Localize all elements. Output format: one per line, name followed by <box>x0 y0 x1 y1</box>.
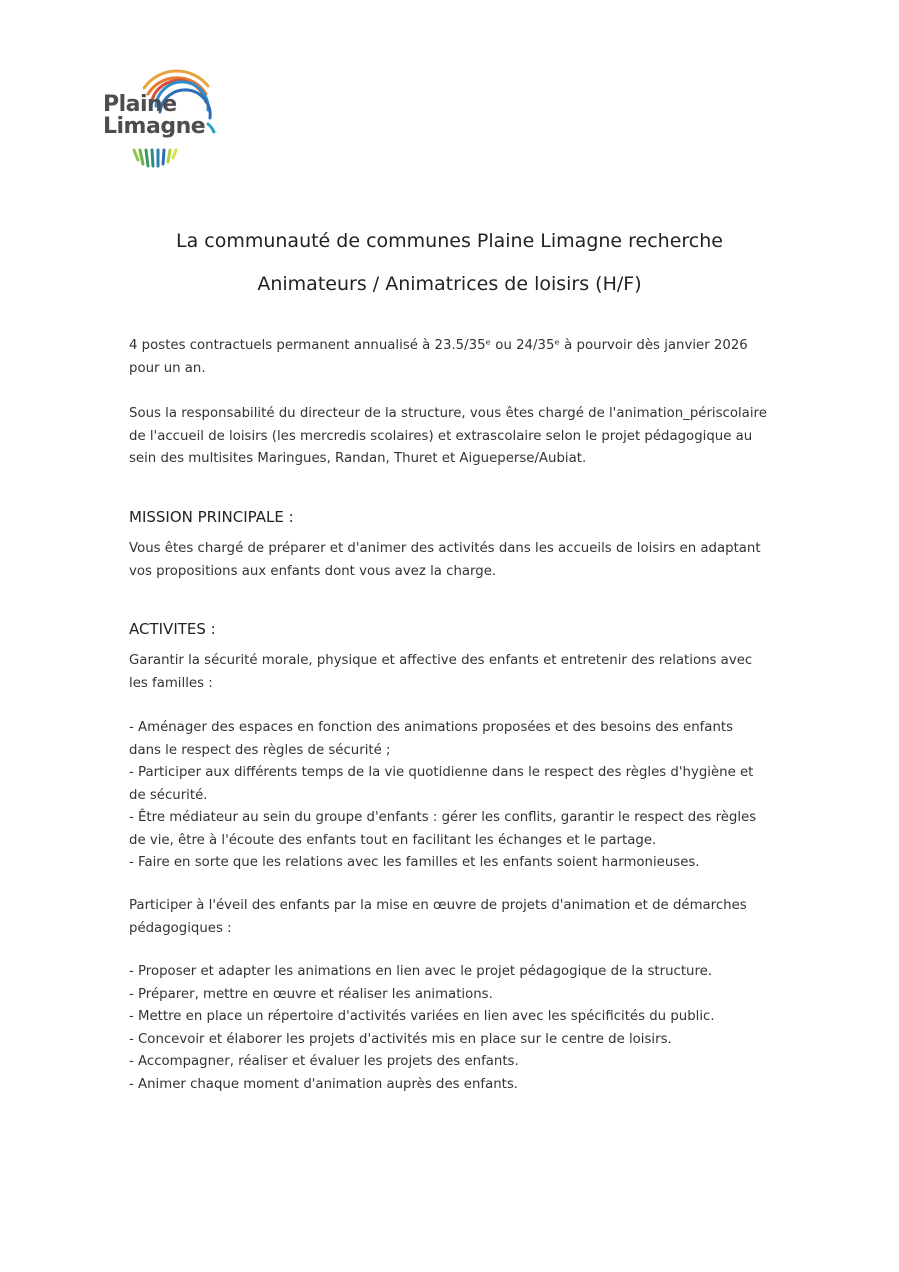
logo-line2: Limagne <box>103 114 206 139</box>
activites-group1-intro: Garantir la sécurité morale, physique et affective des enfants et entretenir des relations avec les familles : <box>129 653 753 691</box>
mission-heading: MISSION PRINCIPALE : <box>129 508 294 526</box>
logo-line1: Plaine <box>103 92 177 117</box>
activites-heading: ACTIVITES : <box>129 620 216 638</box>
activites-group2-list: - Proposer et adapter les animations en lien avec le projet pédagogique de la structure. - Préparer, mettre en œuvre et réaliser les animations. - Mettre en place un répertoire d'activités variées en lien avec les spécificités du public. - Concevoir et élaborer les projets d'activités mis en place sur le centre de loisirs. - Accompagner, réaliser et évaluer les projets des enfants. - Animer chaque moment d'animation auprès des enfants. <box>129 964 715 1092</box>
context-paragraph: Sous la responsabilité du directeur de la structure, vous êtes chargé de l'animation_périscolaire de l'accueil de loisirs (les mercredis scolaires) et extrascolaire selon le projet pédagogique au sein des multisites Maringues, Randan, Thuret et Aigueperse/Aubiat. <box>129 406 767 466</box>
plaine-limagne-logo <box>96 56 226 176</box>
mission-text: Vous êtes chargé de préparer et d'animer des activités dans les accueils de loisirs en adaptant vos propositions aux enfants dont vous avez la charge. <box>129 541 761 579</box>
activites-group2-intro: Participer à l'éveil des enfants par la mise en œuvre de projets d'animation et de démarches pédagogiques : <box>129 898 747 936</box>
activites-group1-list: - Aménager des espaces en fonction des animations proposées et des besoins des enfants dans le respect des règles de sécurité ; - Participer aux différents temps de la vie quotidienne dans le respect des règles d'hygiène et de sécurité. - Être médiateur au sein du groupe d'enfants : gérer les conflits, garantir le respect des règles de vie, être à l'écoute des enfants tout en facilitant les échanges et le partage. - Faire en sorte que les relations avec les familles et les enfants soient harmonieuses. <box>129 720 757 870</box>
page-title-line2: Animateurs / Animatrices de loisirs (H/F) <box>257 273 642 295</box>
page-title-line1: La communauté de communes Plaine Limagne recherche <box>175 230 723 252</box>
intro-paragraph: 4 postes contractuels permanent annualisé à 23.5/35ᵉ ou 24/35ᵉ à pourvoir dès janvier 2026 pour un an. <box>129 338 748 376</box>
